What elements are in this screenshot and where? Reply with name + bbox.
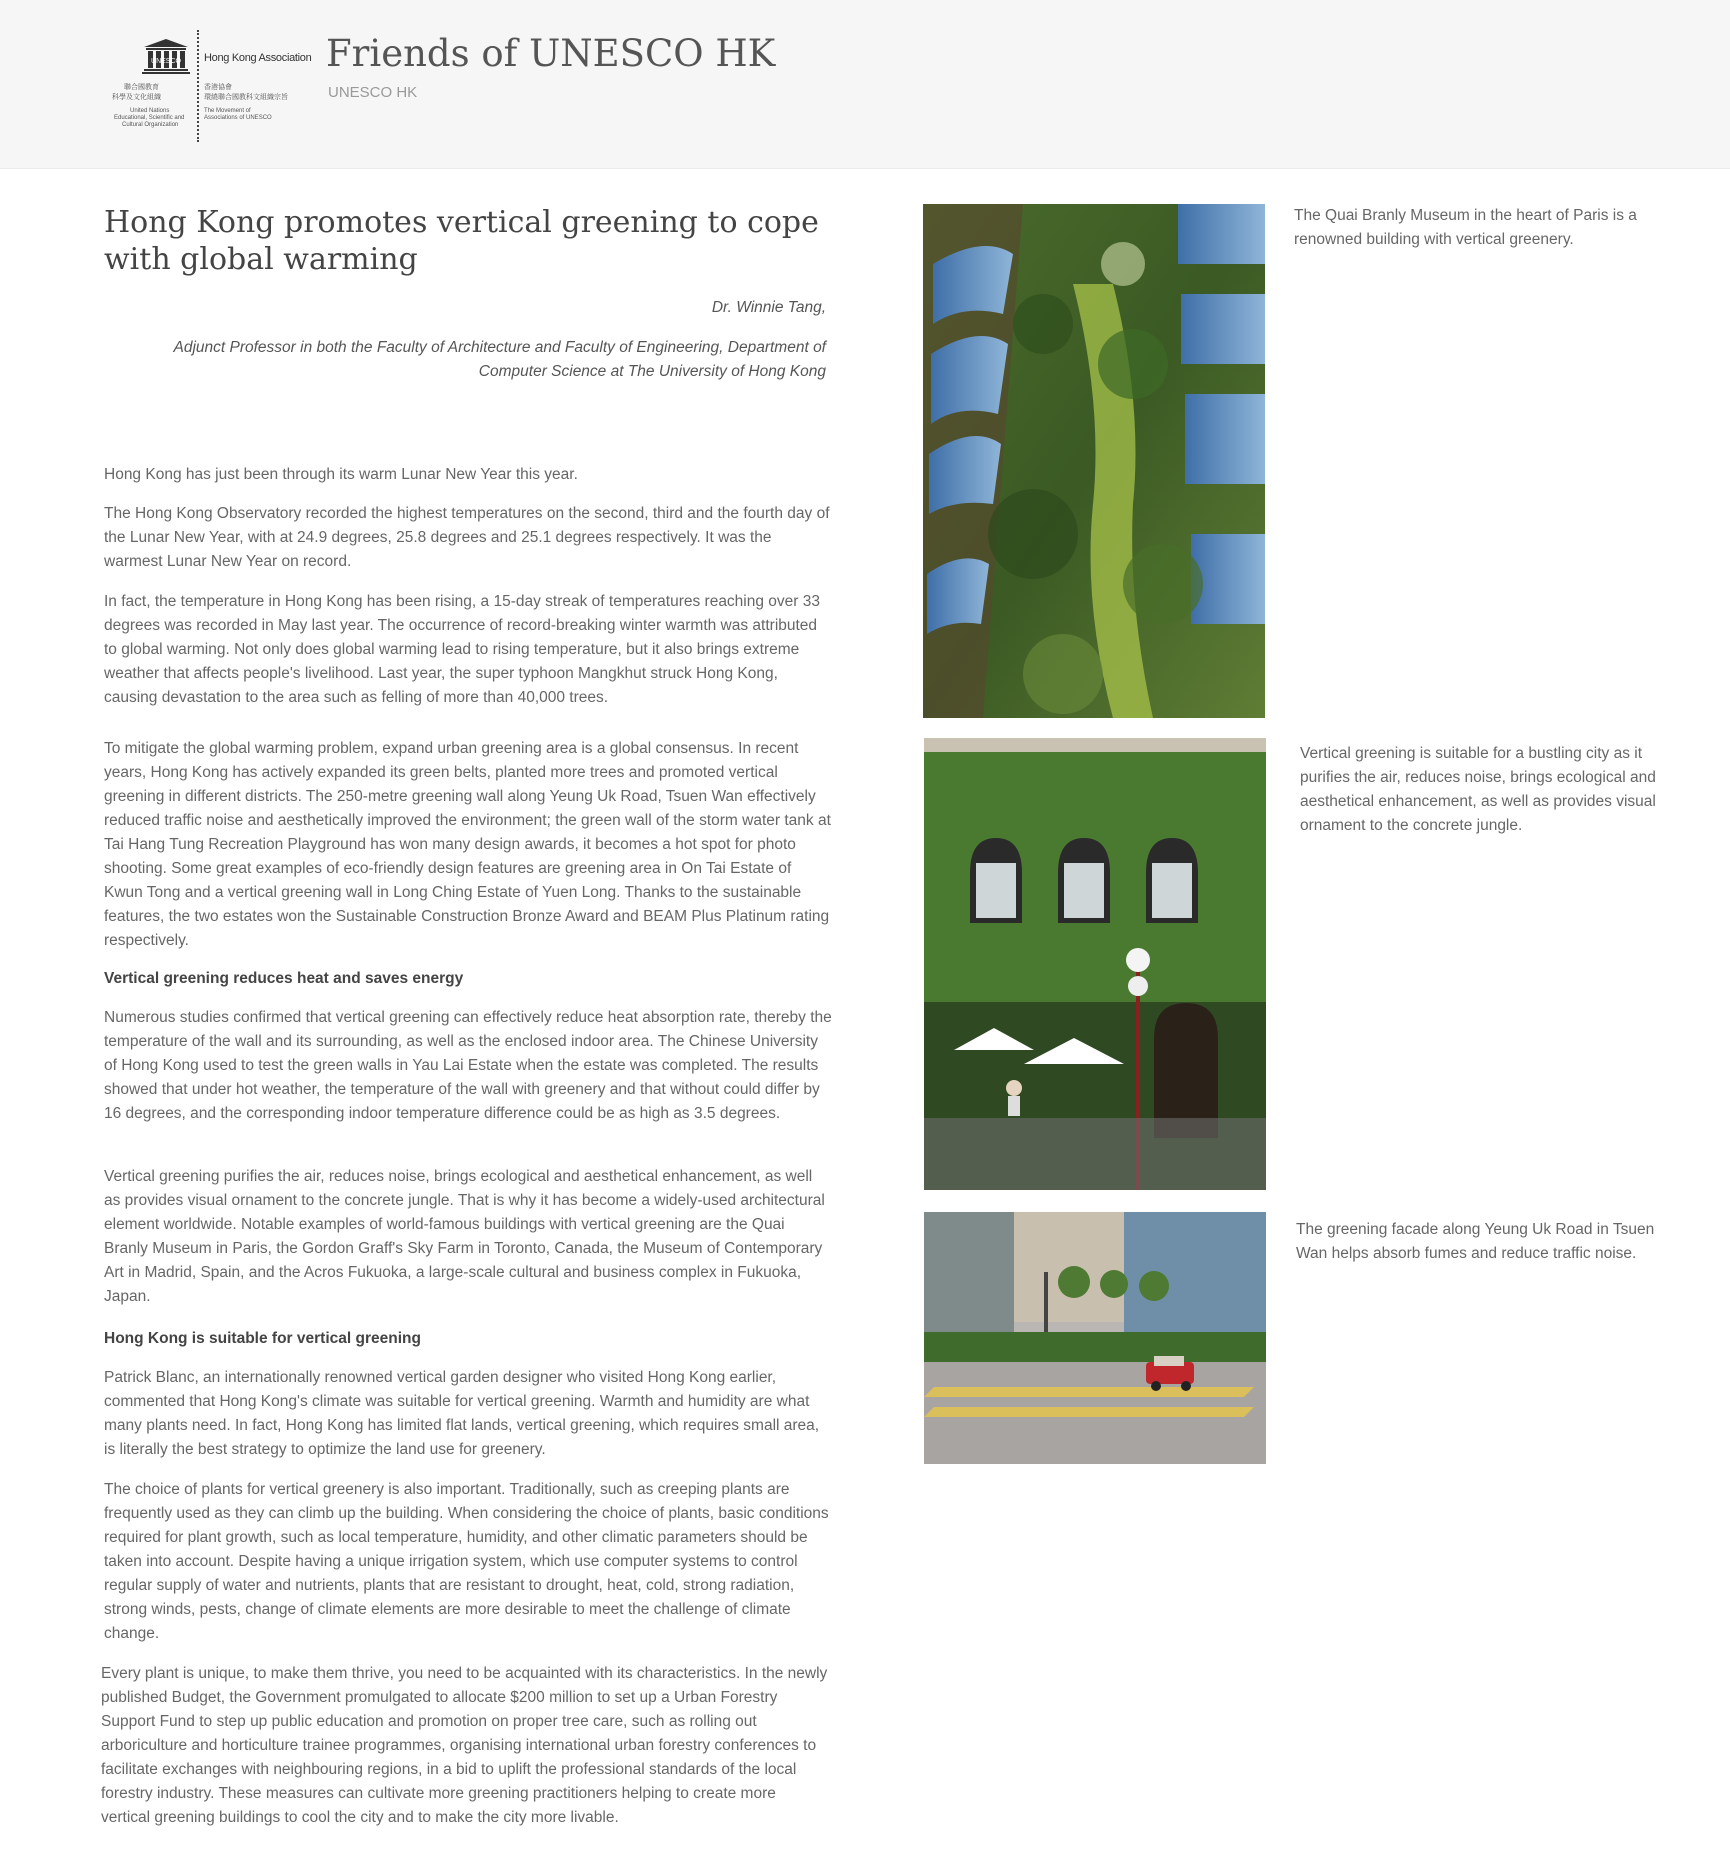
- article-paragraph: Hong Kong has just been through its warm Lunar New Year this year.: [104, 466, 578, 483]
- section-heading: Vertical greening reduces heat and saves energy: [104, 970, 464, 987]
- svg-text:UNESCO: UNESCO: [151, 58, 181, 65]
- logo-english-right-1: The Movement of: [204, 108, 251, 114]
- quai-branly-photo: [923, 204, 1265, 718]
- figure-caption: The Quai Branly Museum in the heart of Paris is a renowned building with vertical greenery.: [1294, 207, 1637, 248]
- section-heading: Hong Kong is suitable for vertical greening: [104, 1330, 421, 1347]
- logo-english-left-3: Cultural Organization: [122, 122, 179, 128]
- unesco-hk-logo[interactable]: [112, 30, 312, 142]
- logo-chinese-right-1: 香港協會: [204, 84, 232, 91]
- logo-english-left-2: Educational, Scientific and: [114, 115, 185, 121]
- logo-english-left-1: United Nations: [130, 108, 170, 114]
- logo-chinese-left-1: 聯合國教育: [124, 84, 159, 91]
- logo-english-right-2: Associations of UNESCO: [204, 115, 272, 121]
- article-title: Hong Kong promotes vertical greening to cope with global warming: [104, 205, 819, 277]
- article-paragraph: Patrick Blanc, an internationally renowned vertical garden designer who visited Hong Kong earlier, commented that Hong Kong's climate was suitable for vertical greening. Warmth and humidity are what many plants need. In fact, Hong Kong has limited flat lands, vertical greening, which requires small area, is literally the best strategy to optimize the land use for greenery.: [104, 1369, 820, 1458]
- article-paragraph: Vertical greening purifies the air, reduces noise, brings ecological and aesthetical enhancement, as well as provides visual ornament to the concrete jungle. That is why it has become a widely-used architectural element worldwide. Notable examples of world-famous buildings with vertical greening are the Quai Branly Museum in Paris, the Gordon Graff's Sky Farm in Toronto, Canada, the Museum of Contemporary Art in Madrid, Spain, and the Acros Fukuoka, a large-scale cultural and business complex in Fukuoka, Japan.: [104, 1168, 825, 1305]
- article-paragraph: The Hong Kong Observatory recorded the highest temperatures on the second, third and the fourth day of the Lunar New Year, with at 24.9 degrees, 25.8 degrees and 25.1 degrees respectively. It was the warmest Lunar New Year on record.: [104, 505, 830, 570]
- yeung-uk-road-photo: [924, 1212, 1266, 1464]
- article-paragraph: The choice of plants for vertical greenery is also important. Traditionally, such as creeping plants are frequently used as they can climb up the building. When considering the choice of plants, basic conditions required for plant growth, such as local temperature, humidity, and other climatic parameters should be taken into account. Despite having a unique irrigation system, which use computer systems to control regular supply of water and nutrients, plants that are resistant to drought, heat, cold, strong radiation, strong winds, pests, change of climate elements are more desirable to meet the challenge of climate change.: [104, 1481, 829, 1642]
- article-paragraph: To mitigate the global warming problem, expand urban greening area is a global consensus. In recent years, Hong Kong has actively expanded its green belts, planted more trees and promoted vertical greening in different districts. The 250-metre greening wall along Yeung Uk Road, Tsuen Wan effectively reduced traffic noise and aesthetically improved the environment; the green wall of the storm water tank at Tai Hang Tung Recreation Playground has won many design awards, it becomes a hot spot for photo shooting. Some great examples of eco-friendly design features are greening area in On Tai Estate of Kwun Tong and a vertical greening wall in Long Ching Estate of Yuen Long. Thanks to the sustainable features, the two estates won the Sustainable Construction Bronze Award and BEAM Plus Platinum rating respectively.: [104, 740, 831, 949]
- author-role: Adjunct Professor in both the Faculty of Architecture and Faculty of Engineering, Department of Computer Science at The University of Hong Kong: [173, 339, 826, 380]
- site-title[interactable]: Friends of UNESCO HK: [326, 32, 776, 75]
- ivy-building-photo: [924, 738, 1266, 1190]
- article-paragraph: Numerous studies confirmed that vertical greening can effectively reduce heat absorption rate, thereby the temperature of the wall and its surrounding, as well as the enclosed indoor area. The Chinese University of Hong Kong used to test the green walls in Yau Lai Estate when the estate was completed. The results showed that under hot weather, the temperature of the wall with greenery and that without could differ by 16 degrees, and the corresponding indoor temperature difference could be as high as 3.5 degrees.: [104, 1009, 832, 1122]
- logo-chinese-right-2: 環繞聯合國教科文組織宗旨: [204, 94, 288, 101]
- site-subtitle: UNESCO HK: [328, 84, 418, 101]
- article-paragraph: Every plant is unique, to make them thrive, you need to be acquainted with its characteristics. In the newly published Budget, the Government promulgated to allocate $200 million to set up a Urban Forestry Support Fund to step up public education and promotion on proper tree care, such as rolling out arboriculture and horticulture trainee programmes, organising international urban forestry conferences to facilitate exchanges with neighbouring regions, in a bid to uplift the professional standards of the local forestry industry. These measures can cultivate more greening practitioners helping to create more vertical greening buildings to cool the city and to make the city more livable.: [101, 1665, 828, 1826]
- figure-caption: The greening facade along Yeung Uk Road in Tsuen Wan helps absorb fumes and reduce traffic noise.: [1296, 1221, 1655, 1262]
- author-name: Dr. Winnie Tang,: [711, 299, 826, 316]
- unesco-temple-icon: [142, 38, 190, 74]
- logo-association-text: Hong Kong Association: [204, 52, 312, 64]
- logo-chinese-left-2: 科學及文化組織: [112, 94, 161, 101]
- article-paragraph: In fact, the temperature in Hong Kong has been rising, a 15-day streak of temperatures reaching over 33 degrees was recorded in May last year. The occurrence of record-breaking winter warmth was attributed to global warming. Not only does global warming lead to rising temperature, but it also brings extreme weather that affects people's livelihood. Last year, the super typhoon Mangkhut struck Hong Kong, causing devastation to the area such as felling of more than 40,000 trees.: [104, 593, 820, 706]
- logo-divider: [197, 30, 199, 142]
- figure-caption: Vertical greening is suitable for a bustling city as it purifies the air, reduces noise, brings ecological and aesthetical enhancement, as well as provides visual ornament to the concrete jungle.: [1300, 745, 1656, 834]
- site-header: [0, 0, 1730, 169]
